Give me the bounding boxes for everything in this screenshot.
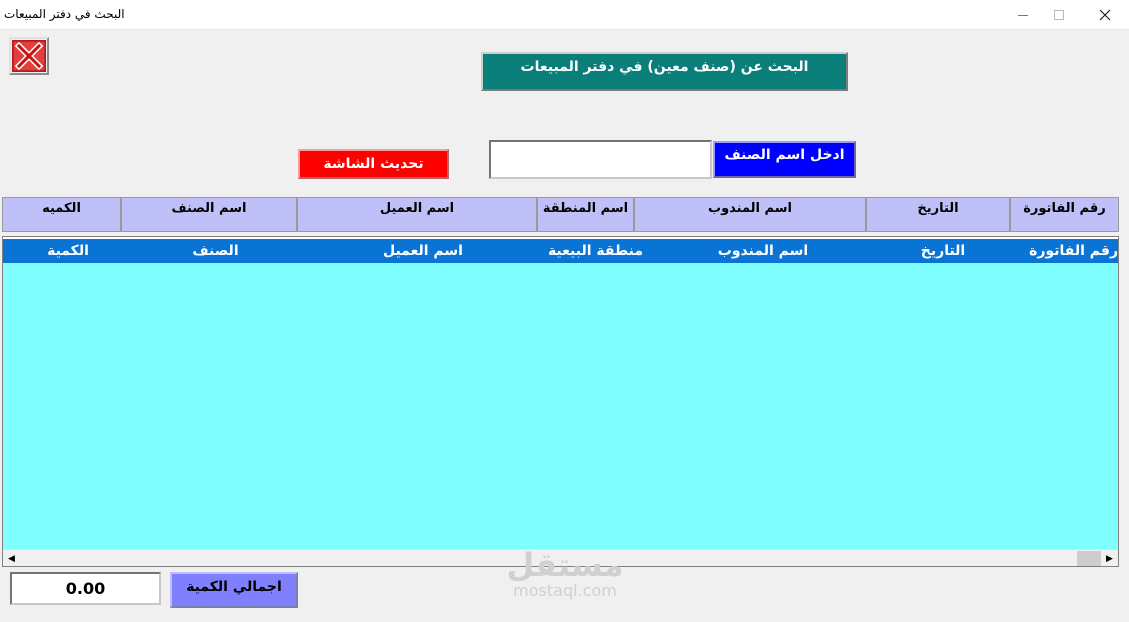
minimize-icon (1018, 15, 1028, 16)
filter-quantity[interactable]: الكميه (2, 197, 121, 232)
watermark (490, 548, 640, 600)
item-name-label: ادخل اسم الصنف (713, 141, 856, 178)
red-x-icon (12, 40, 46, 72)
grid-col-customer-name[interactable]: اسم العميل (383, 243, 463, 259)
filter-item-name[interactable]: اسم الصنف (121, 197, 297, 232)
filter-header-row (2, 197, 1119, 232)
filter-date[interactable]: التاريخ (866, 197, 1010, 232)
scroll-right-arrow-icon[interactable]: ▶ (1106, 553, 1113, 564)
maximize-button[interactable] (1036, 0, 1082, 30)
grid-col-sales-region-label: منطقة البيعية (547, 243, 643, 259)
page-heading: البحث عن (صنف معين) في دفتر المبيعات (481, 52, 848, 91)
total-quantity-value: 0.00 (10, 572, 161, 605)
filter-customer-name[interactable]: اسم العميل (297, 197, 537, 232)
refresh-screen-button[interactable]: تحديث الشاشة (298, 149, 449, 179)
grid-col-rep-name[interactable]: اسم المندوب (717, 243, 809, 259)
window-title: البحث في دفتر المبيعات (4, 7, 125, 21)
grid-col-item[interactable]: الصنف (192, 243, 239, 259)
title-bar (0, 0, 1129, 30)
exit-button[interactable] (9, 37, 49, 75)
item-name-input[interactable] (489, 140, 712, 179)
grid-col-sales-region[interactable] (543, 239, 643, 263)
maximize-icon (1054, 10, 1064, 20)
sales-grid[interactable] (2, 236, 1119, 567)
scroll-thumb[interactable] (1077, 551, 1101, 566)
grid-col-invoice-no-label: رقم الفاتورة (1029, 243, 1118, 259)
close-icon (1099, 9, 1111, 21)
grid-header-row (3, 237, 1118, 263)
scroll-left-arrow-icon[interactable]: ◀ (8, 553, 15, 564)
grid-col-quantity[interactable]: الكمية (47, 243, 89, 259)
filter-region-name[interactable]: اسم المنطقة (537, 197, 634, 232)
grid-col-date[interactable]: التاريخ (920, 243, 966, 259)
watermark-url: mostaql.com (513, 581, 617, 600)
filter-invoice-no[interactable]: رقم الفاتورة (1010, 197, 1119, 232)
watermark-logo: مستقل (506, 546, 624, 584)
grid-col-invoice-no[interactable] (1013, 239, 1118, 263)
filter-rep-name[interactable]: اسم المندوب (634, 197, 866, 232)
total-quantity-label: اجمالي الكمية (170, 572, 298, 608)
close-window-button[interactable] (1082, 0, 1128, 30)
